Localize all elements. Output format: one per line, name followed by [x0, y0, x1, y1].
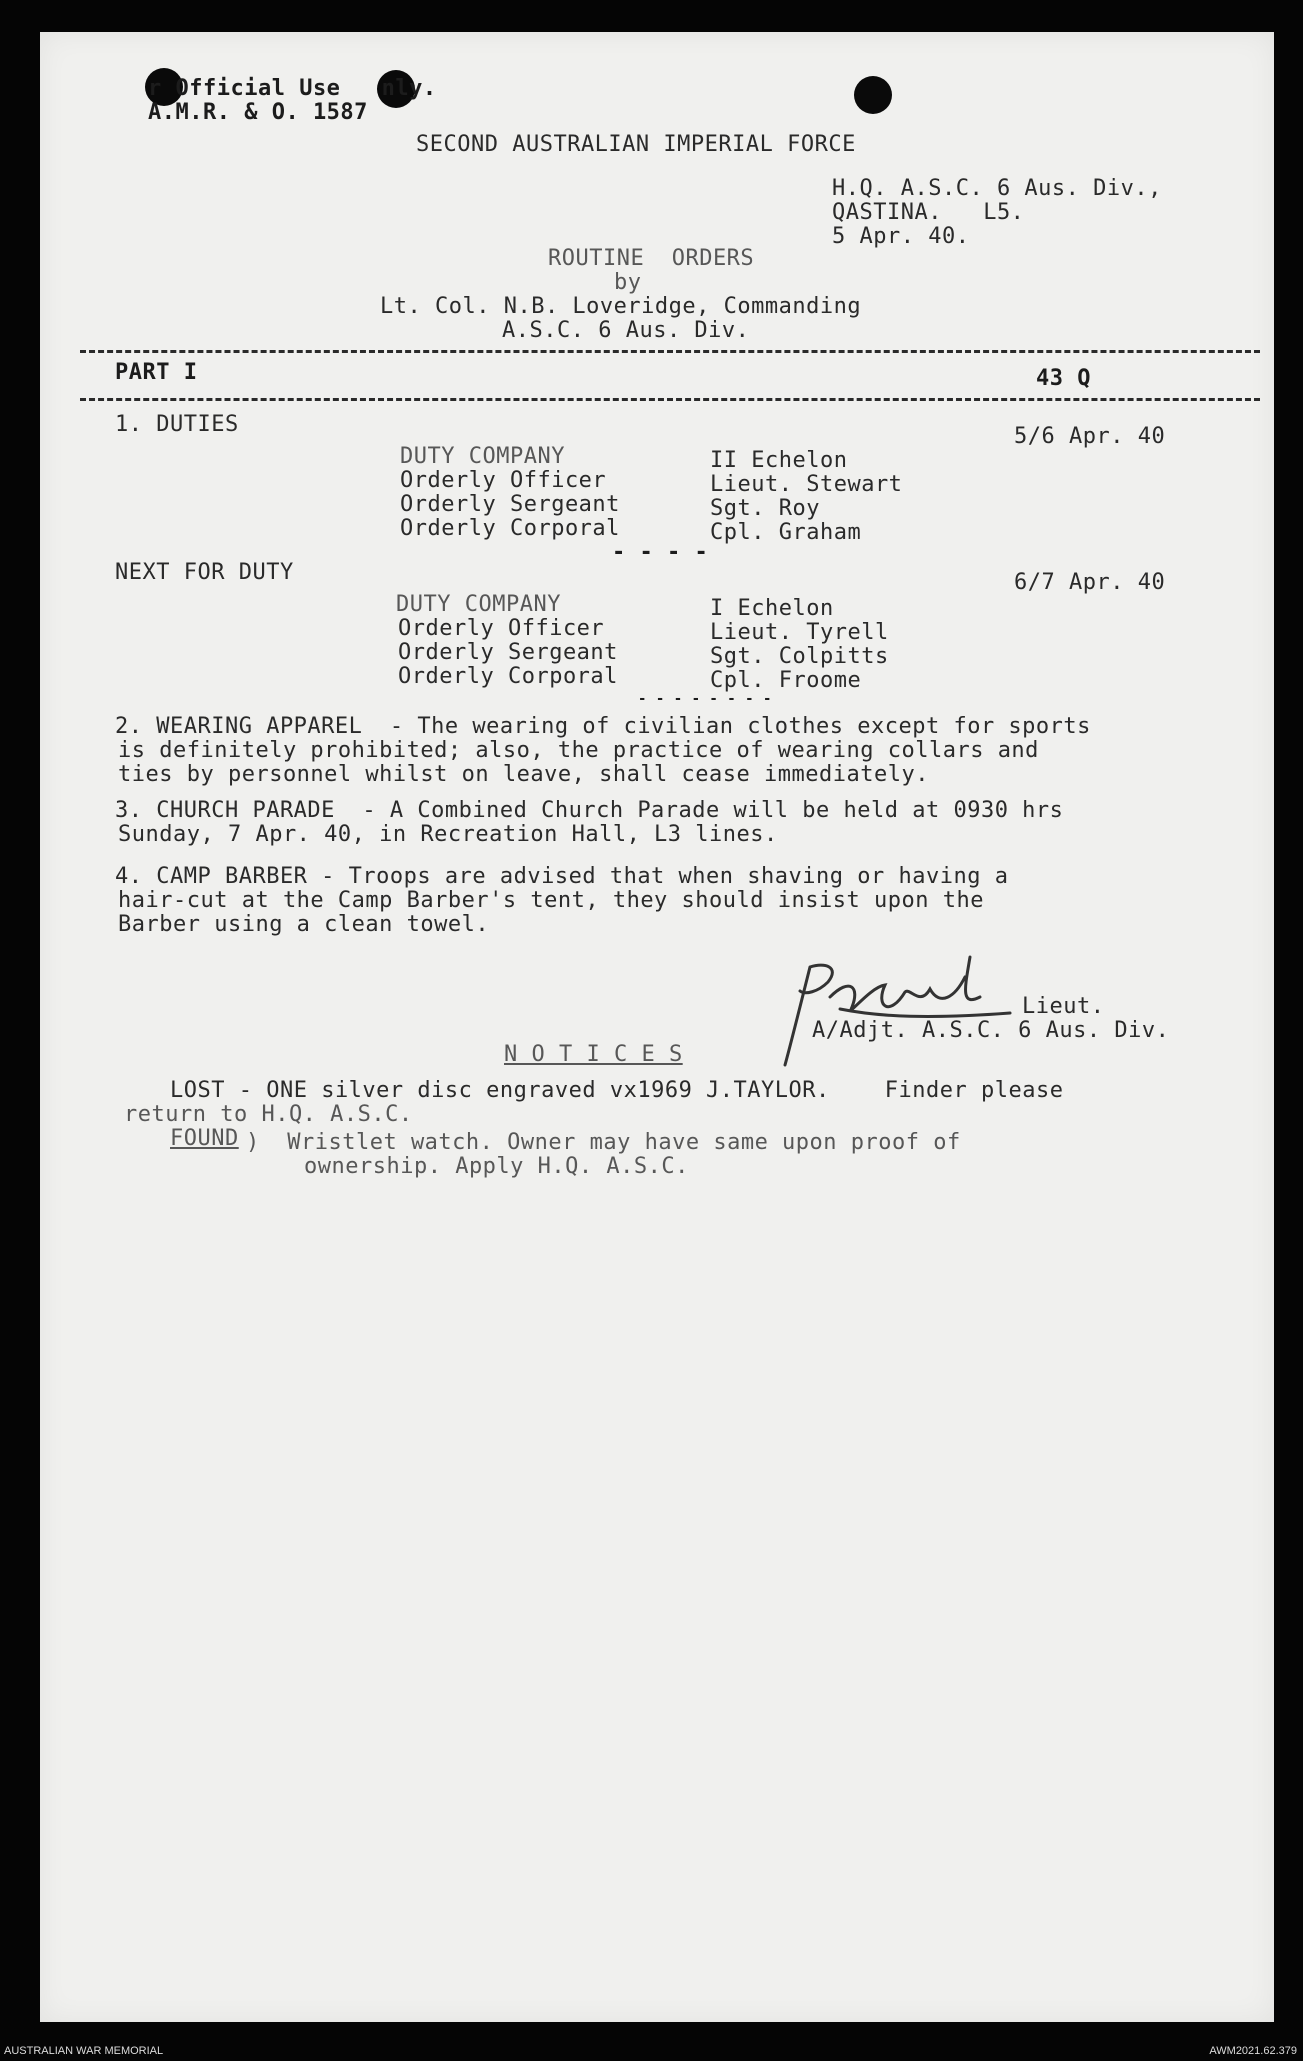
lost-notice: LOST - ONE silver disc engraved vx1969 J.TAYLOR. Finder please [170, 1078, 1064, 1103]
archive-credit: AUSTRALIAN WAR MEMORIAL [4, 2045, 164, 2057]
force-title: SECOND AUSTRALIAN IMPERIAL FORCE [416, 132, 856, 157]
lost-notice: return to H.Q. A.S.C. [124, 1102, 413, 1127]
church-parade-order: 3. CHURCH PARADE - A Combined Church Parade will be held at 0930 hrs [115, 798, 1064, 823]
wearing-apparel-order: is definitely prohibited; also, the practice of wearing collars and [118, 738, 1039, 763]
found-label: FOUND [170, 1126, 239, 1151]
punch-hole [854, 76, 892, 114]
document-page [40, 32, 1274, 2022]
duty-name: Sgt. Roy [710, 496, 820, 521]
duties-separator: - - - - [612, 540, 709, 565]
signature-title: A/Adjt. A.S.C. 6 Aus. Div. [812, 1018, 1170, 1043]
next-duty-role: Orderly Officer [398, 616, 605, 641]
next-duty-role: Orderly Sergeant [398, 640, 618, 665]
archive-reference: AWM2021.62.379 [1209, 2045, 1297, 2057]
next-duty-date: 6/7 Apr. 40 [1014, 570, 1166, 595]
camp-barber-order: 4. CAMP BARBER - Troops are advised that when shaving or having a [115, 864, 1009, 889]
handwritten-signature [780, 947, 1030, 1077]
signature-rank: Lieut. [1022, 994, 1105, 1019]
location-line: QASTINA. L5. [832, 200, 1025, 225]
duty-role: DUTY COMPANY [400, 444, 565, 469]
duties-heading: 1. DUTIES [115, 412, 239, 437]
duty-role: Orderly Sergeant [400, 492, 620, 517]
commanding-officer-line: Lt. Col. N.B. Loveridge, Commanding [380, 294, 862, 319]
divider-top [80, 350, 1260, 353]
next-duty-separator: - - - - - - - - [638, 691, 772, 707]
next-duty-name: Cpl. Froome [710, 668, 862, 693]
duty-name: II Echelon [710, 448, 848, 473]
next-for-duty-heading: NEXT FOR DUTY [115, 560, 294, 585]
next-duty-name: Sgt. Colpitts [710, 644, 889, 669]
routine-orders-title: ROUTINE ORDERS [548, 246, 755, 271]
amr-reference: A.M.R. & O. 1587 [148, 100, 368, 125]
part-label: PART I [115, 360, 198, 385]
unit-line: A.S.C. 6 Aus. Div. [502, 318, 750, 343]
found-notice: ownership. Apply H.Q. A.S.C. [304, 1154, 689, 1179]
camp-barber-order: hair-cut at the Camp Barber's tent, they should insist upon the [118, 888, 984, 913]
duties-date: 5/6 Apr. 40 [1014, 424, 1166, 449]
duty-role: Orderly Corporal [400, 516, 620, 541]
duty-name: Lieut. Stewart [710, 472, 903, 497]
next-duty-role: Orderly Corporal [398, 664, 618, 689]
duty-role: Orderly Officer [400, 468, 607, 493]
duty-name: Cpl. Graham [710, 520, 862, 545]
next-duty-name: I Echelon [710, 596, 834, 621]
wearing-apparel-order: 2. WEARING APPAREL - The wearing of civilian clothes except for sports [115, 714, 1091, 739]
document-date: 5 Apr. 40. [832, 224, 970, 249]
next-duty-name: Lieut. Tyrell [710, 620, 889, 645]
wearing-apparel-order: ties by personnel whilst on leave, shall cease immediately. [118, 762, 929, 787]
official-use-label: r Official Use nly. [148, 76, 437, 101]
divider-bottom [80, 398, 1260, 401]
order-number: 43 Q [1036, 366, 1091, 391]
camp-barber-order: Barber using a clean towel. [118, 912, 490, 937]
notices-heading: N O T I C E S [504, 1042, 683, 1067]
hq-line: H.Q. A.S.C. 6 Aus. Div., [832, 176, 1162, 201]
found-notice: ) Wristlet watch. Owner may have same upon proof of [246, 1130, 961, 1155]
next-duty-role: DUTY COMPANY [396, 592, 561, 617]
church-parade-order: Sunday, 7 Apr. 40, in Recreation Hall, L3 lines. [118, 822, 778, 847]
title-by: by [614, 270, 642, 295]
